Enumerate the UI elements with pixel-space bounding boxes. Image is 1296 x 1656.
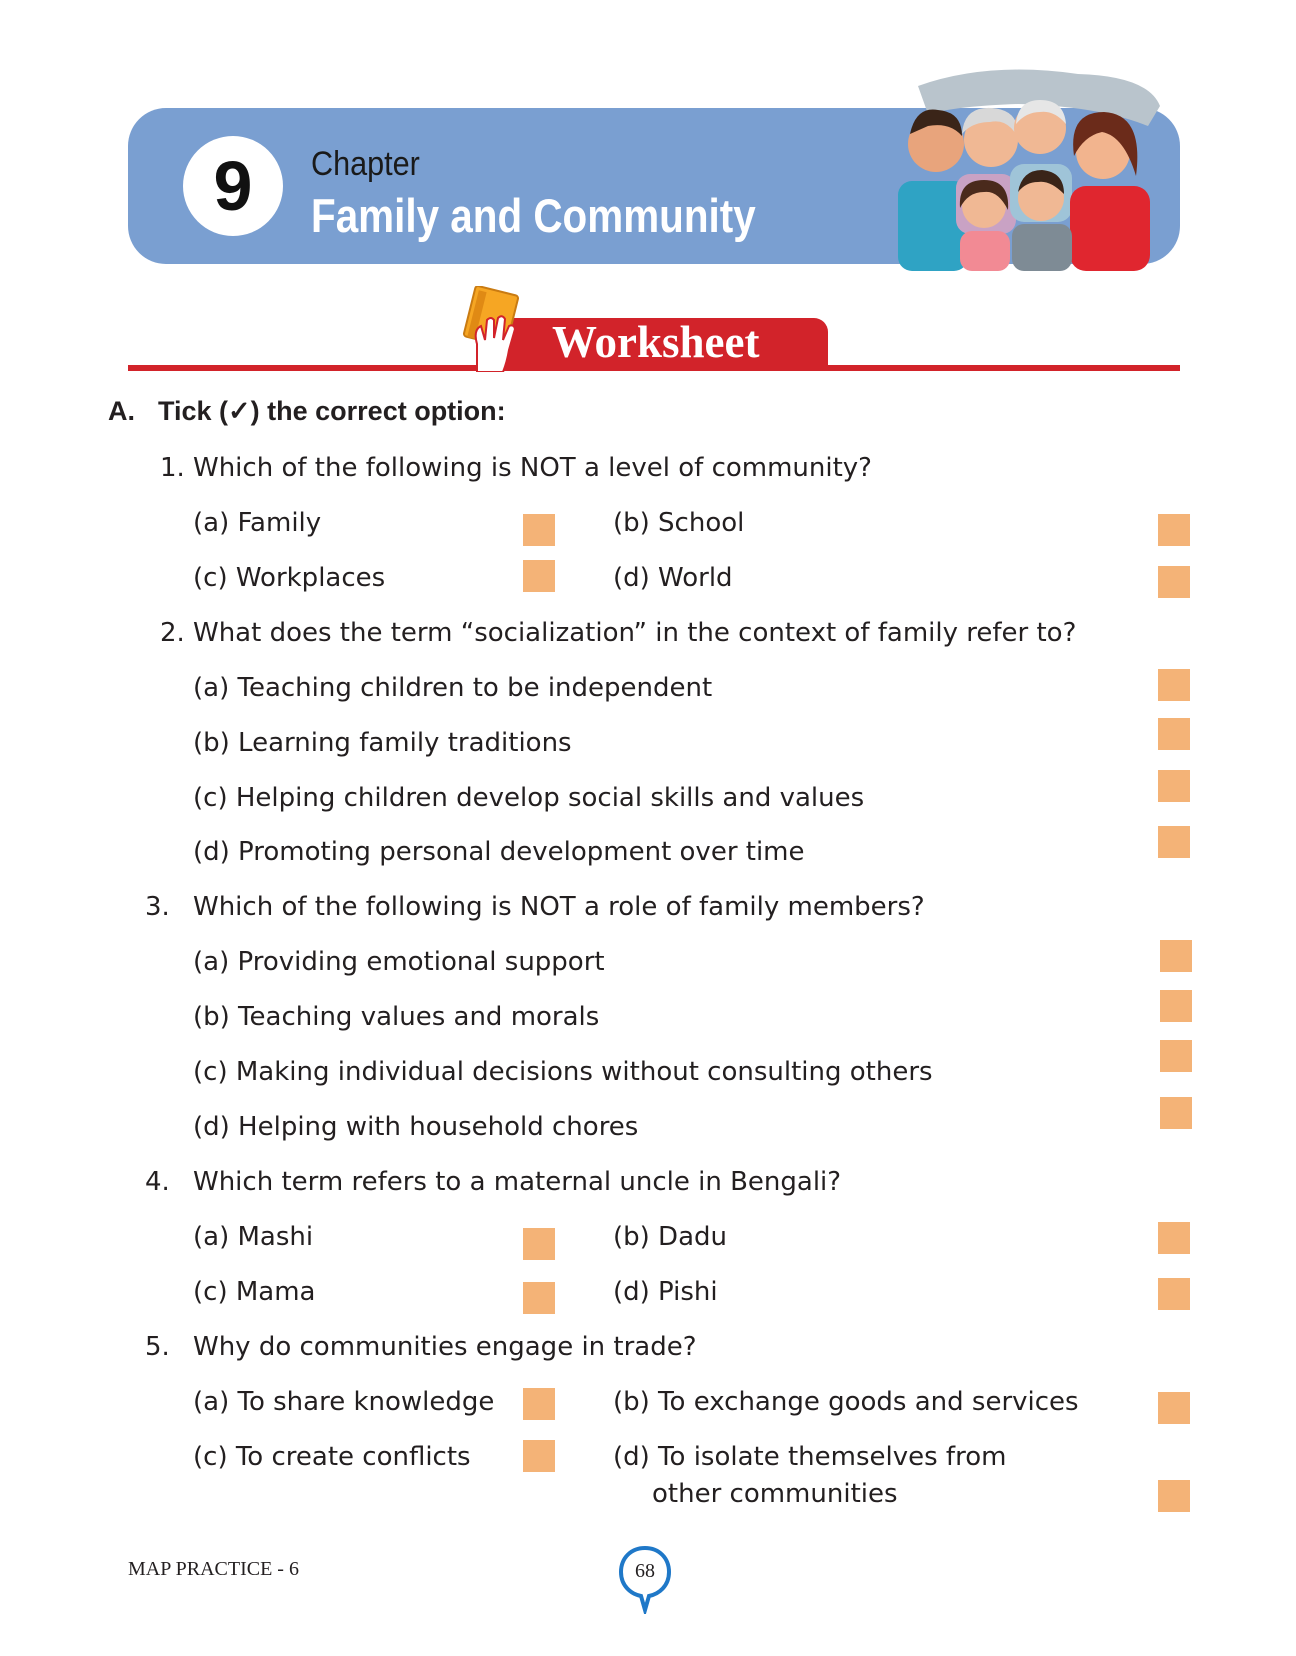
q2-option-c: (c) Helping children develop social skills and values: [193, 783, 865, 813]
question-1-text: Which of the following is NOT a level of community?: [193, 453, 872, 483]
question-3-number: 3.: [145, 892, 170, 922]
q4-option-d: (d) Pishi: [613, 1277, 718, 1307]
chapter-title: Family and Community: [311, 189, 756, 242]
q2-option-b-tick-box[interactable]: [1158, 718, 1190, 750]
chapter-label: Chapter: [311, 145, 420, 183]
q2-option-c-tick-box[interactable]: [1158, 770, 1190, 802]
q5-option-d-tick-box[interactable]: [1158, 1480, 1190, 1512]
chapter-number: 9: [183, 136, 283, 236]
q3-option-c-tick-box[interactable]: [1160, 1040, 1192, 1072]
q1-option-b: (b) School: [613, 508, 745, 538]
q4-option-a-tick-box[interactable]: [523, 1228, 555, 1260]
q1-option-c-tick-box[interactable]: [523, 560, 555, 592]
q5-option-d-continuation: other communities: [652, 1479, 898, 1509]
q2-option-a-tick-box[interactable]: [1158, 669, 1190, 701]
q5-option-a: (a) To share knowledge: [193, 1387, 495, 1417]
q1-option-a: (a) Family: [193, 508, 322, 538]
q3-option-a: (a) Providing emotional support: [193, 947, 605, 977]
section-letter: A.: [108, 396, 135, 426]
question-1-number: 1.: [160, 453, 185, 483]
q3-option-d: (d) Helping with household chores: [193, 1112, 639, 1142]
q3-option-d-tick-box[interactable]: [1160, 1097, 1192, 1129]
q5-option-c-tick-box[interactable]: [523, 1440, 555, 1472]
q3-option-b-tick-box[interactable]: [1160, 990, 1192, 1022]
section-instruction: Tick (✓) the correct option:: [158, 396, 506, 426]
question-2-number: 2.: [160, 618, 185, 648]
family-illustration: [898, 66, 1168, 271]
q1-option-b-tick-box[interactable]: [1158, 514, 1190, 546]
q4-option-b: (b) Dadu: [613, 1222, 727, 1252]
q4-option-d-tick-box[interactable]: [1158, 1278, 1190, 1310]
book-hand-icon: [463, 286, 529, 372]
q2-option-d: (d) Promoting personal development over time: [193, 837, 805, 867]
q2-option-b: (b) Learning family traditions: [193, 728, 572, 758]
q1-option-a-tick-box[interactable]: [523, 514, 555, 546]
q2-option-a: (a) Teaching children to be independent: [193, 673, 713, 703]
q5-option-b: (b) To exchange goods and services: [613, 1387, 1079, 1417]
worksheet-title: Worksheet: [552, 317, 760, 367]
q1-option-c: (c) Workplaces: [193, 563, 386, 593]
q4-option-c: (c) Mama: [193, 1277, 316, 1307]
q5-option-c: (c) To create conflicts: [193, 1442, 471, 1472]
q2-option-d-tick-box[interactable]: [1158, 826, 1190, 858]
question-2-text: What does the term “socialization” in the context of family refer to?: [193, 618, 1077, 648]
q4-option-c-tick-box[interactable]: [523, 1282, 555, 1314]
q4-option-a: (a) Mashi: [193, 1222, 314, 1252]
book-title: MAP PRACTICE - 6: [128, 1558, 299, 1580]
q3-option-a-tick-box[interactable]: [1160, 940, 1192, 972]
question-4-number: 4.: [145, 1167, 170, 1197]
question-5-text: Why do communities engage in trade?: [193, 1332, 697, 1362]
q4-option-b-tick-box[interactable]: [1158, 1222, 1190, 1254]
q3-option-b: (b) Teaching values and morals: [193, 1002, 600, 1032]
q3-option-c: (c) Making individual decisions without consulting others: [193, 1057, 933, 1087]
q1-option-d: (d) World: [613, 563, 733, 593]
q1-option-d-tick-box[interactable]: [1158, 566, 1190, 598]
q5-option-b-tick-box[interactable]: [1158, 1392, 1190, 1424]
question-5-number: 5.: [145, 1332, 170, 1362]
question-3-text: Which of the following is NOT a role of family members?: [193, 892, 925, 922]
question-4-text: Which term refers to a maternal uncle in Bengali?: [193, 1167, 842, 1197]
q5-option-a-tick-box[interactable]: [523, 1388, 555, 1420]
page-number: 68: [635, 1560, 655, 1582]
q5-option-d: (d) To isolate themselves from: [613, 1442, 1007, 1472]
